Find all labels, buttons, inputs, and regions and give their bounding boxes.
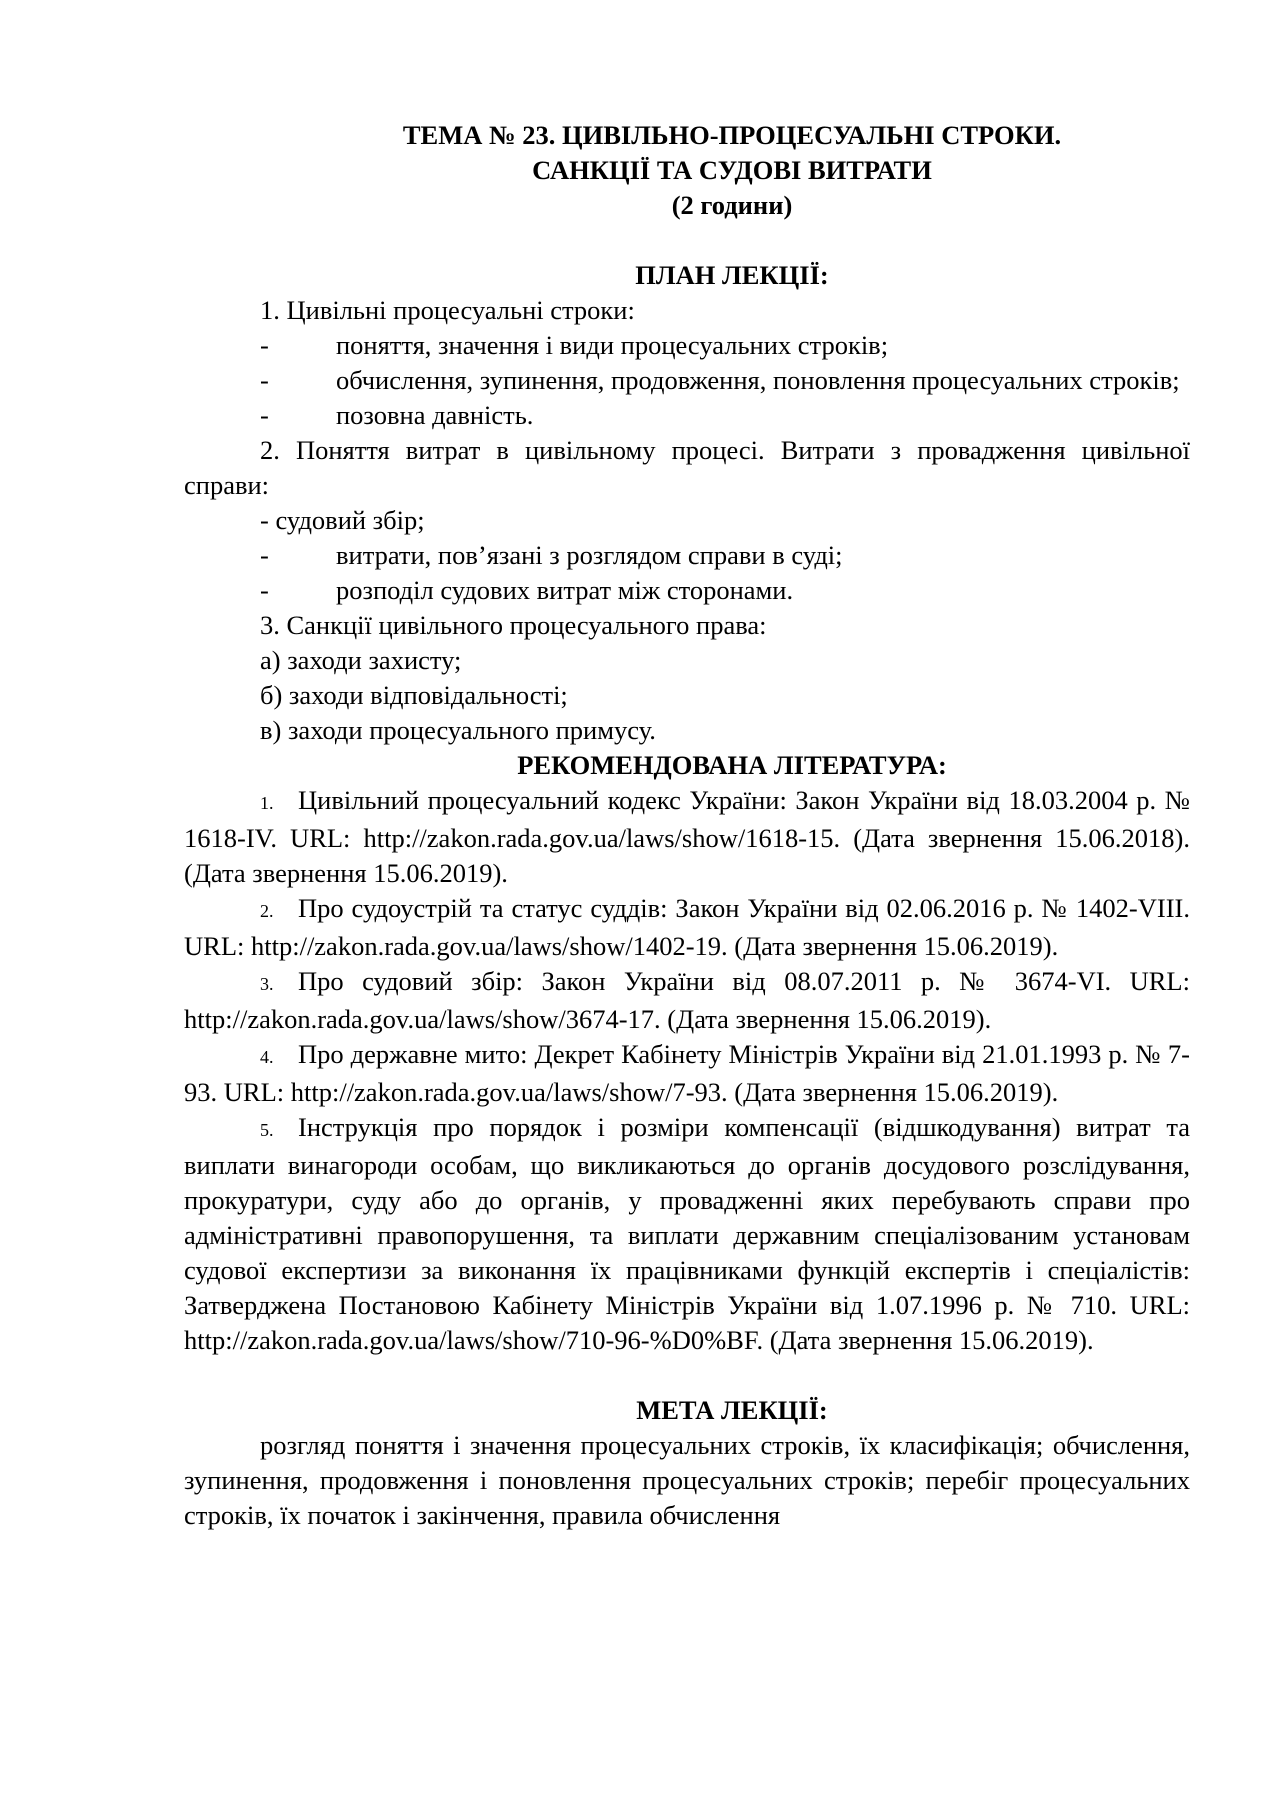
dash-marker: -	[260, 540, 269, 570]
goal-text: розгляд поняття і значення процесуальних строків, їх класифікація; обчислення, зупинення, продовження і поновлення процесуальних строків; перебіг процесуальних строків, їх початок і закінчення, правила обчислення	[184, 1430, 1190, 1530]
plan-item-2-sub-1: - судовий збір;	[260, 505, 425, 535]
literature-text: Цивільний процесуальний кодекс України: Закон України від 18.03.2004 р. № 1618-IV. URL: http://zakon.rada.gov.ua/laws/show/1618-15. (Дата звернення 15.06.2018). (Дата звернення 15.06.2019).	[184, 785, 1190, 888]
literature-item	[184, 964, 1190, 1037]
title-line-3: (2 години)	[671, 190, 793, 220]
title-line-1: ТЕМА № 23. ЦИВІЛЬНО-ПРОЦЕСУАЛЬНІ СТРОКИ.	[402, 120, 1062, 150]
title-line-2: САНКЦІЇ ТА СУДОВІ ВИТРАТИ	[532, 155, 932, 185]
dash-marker: -	[260, 575, 269, 605]
literature-text: Інструкція про порядок і розміри компенсації (відшкодування) витрат та виплати винагороди особам, що викликаються до органів досудового розслідування, прокуратури, суду або до органів, у провадженні яких перебувають справи про адміністративні правопорушення, та виплати державним спеціалізованим установам судової експертизи за виконання їх працівниками функцій експертів і спеціалістів: Затверджена Постановою Кабінету Міністрів України від 1.07.1996 р. № 710. URL: http://zakon.rada.gov.ua/laws/show/710-96-%D0%BF. (Дата звернення 15.06.2019).	[184, 1112, 1190, 1355]
literature-number: 5.	[260, 1120, 274, 1140]
literature-text: Про судовий збір: Закон України від 08.07.2011 р. № 3674-VI. URL: http://zakon.rada.gov.ua/laws/show/3674-17. (Дата звернення 15.06.2019).	[184, 966, 1190, 1034]
goal-heading: МЕТА ЛЕКЦІЇ:	[636, 1395, 828, 1425]
literature-text: Про судоустрій та статус суддів: Закон України від 02.06.2016 р. № 1402-VIII. URL: http://zakon.rada.gov.ua/laws/show/1402-19. (Дата звернення 15.06.2019).	[184, 893, 1190, 961]
plan-item-1-sub-3: - позовна давність.	[184, 398, 1190, 433]
dash-marker: -	[260, 365, 269, 395]
dash-marker: -	[260, 330, 269, 360]
dash-marker: -	[260, 400, 269, 430]
plan-item-3-b: б) заходи відповідальності;	[260, 680, 568, 710]
plan-item-1-sub-2: - обчислення, зупинення, продовження, поновлення процесуальних строків;	[184, 363, 1190, 398]
literature-item	[184, 1110, 1190, 1358]
plan-item-3-c: в) заходи процесуального примусу.	[260, 715, 656, 745]
plan-item-1-sub-1: - поняття, значення і види процесуальних строків;	[184, 328, 1190, 363]
plan-heading: ПЛАН ЛЕКЦІЇ:	[635, 260, 829, 290]
literature-item	[184, 891, 1190, 964]
document-title	[274, 118, 1190, 223]
literature-number: 4.	[260, 1047, 274, 1067]
plan-item-3: 3. Санкції цивільного процесуального права:	[260, 610, 767, 640]
literature-text: Про державне мито: Декрет Кабінету Міністрів України від 21.01.1993 р. № 7-93. URL: http://zakon.rada.gov.ua/laws/show/7-93. (Дата звернення 15.06.2019).	[184, 1039, 1190, 1107]
literature-number: 2.	[260, 901, 274, 921]
literature-number: 3.	[260, 974, 274, 994]
plan-item-2: 2. Поняття витрат в цивільному процесі. Витрати з провадження цивільної справи:	[184, 435, 1190, 500]
plan-item-1: 1. Цивільні процесуальні строки:	[260, 295, 635, 325]
literature-heading: РЕКОМЕНДОВАНА ЛІТЕРАТУРА:	[517, 750, 947, 780]
plan-item-2-sub-2: - витрати, пов’язані з розглядом справи в суді;	[184, 538, 1190, 573]
literature-item	[184, 783, 1190, 891]
literature-number: 1.	[260, 793, 274, 813]
literature-item	[184, 1037, 1190, 1110]
plan-item-2-sub-3: - розподіл судових витрат між сторонами.	[184, 573, 1190, 608]
plan-item-3-a: а) заходи захисту;	[260, 645, 462, 675]
